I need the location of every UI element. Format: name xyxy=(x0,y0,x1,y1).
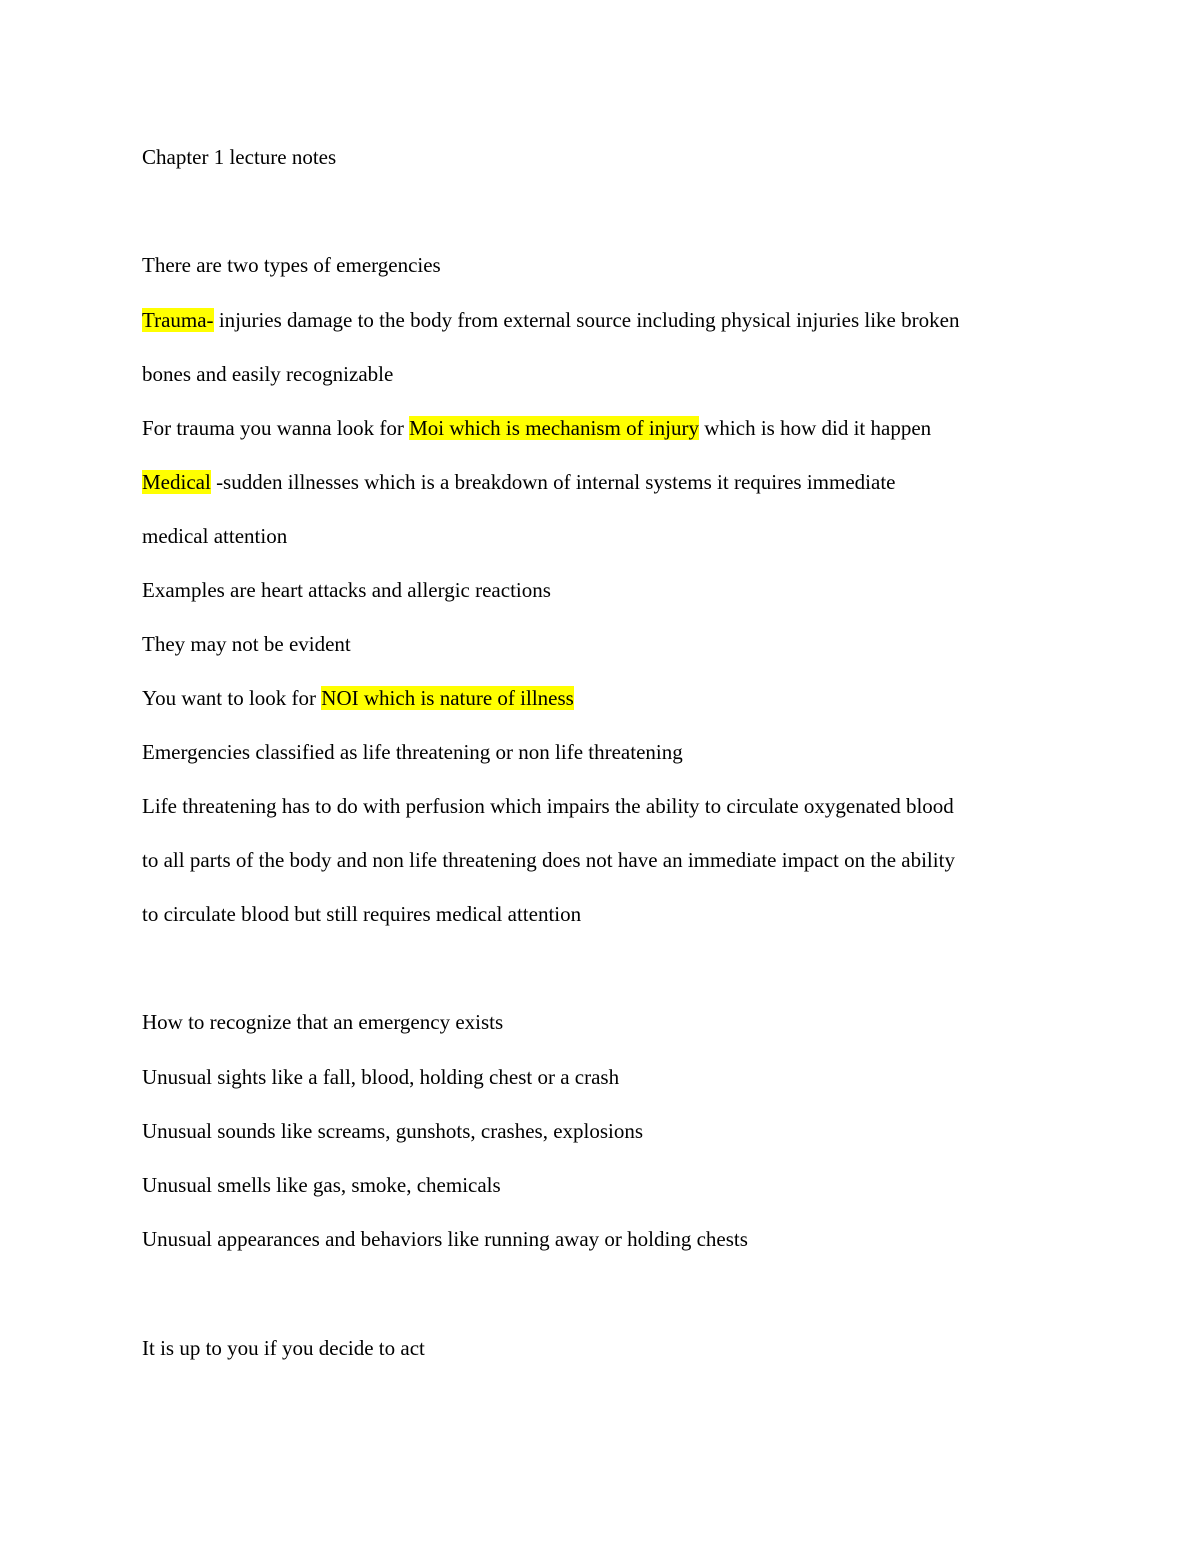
not-evident-line: They may not be evident xyxy=(142,632,351,656)
medical-definition-text: -sudden illnesses which is a breakdown of internal systems it requires immediate xyxy=(210,470,896,494)
trauma-term-highlight: Trauma- xyxy=(142,308,214,332)
noi-prefix: You want to look for xyxy=(142,686,322,710)
unusual-appearances-line: Unusual appearances and behaviors like running away or holding chests xyxy=(142,1227,748,1251)
life-threatening-line-2: to all parts of the body and non life threatening does not have an immediate impact on the ability xyxy=(142,848,955,872)
intro-line: There are two types of emergencies xyxy=(142,253,441,277)
trauma-line-1 xyxy=(142,306,959,334)
noi-highlight: NOI which is nature of illness xyxy=(321,686,574,710)
decide-line: It is up to you if you decide to act xyxy=(142,1336,425,1360)
trauma-moi-line xyxy=(142,414,931,442)
noi-line xyxy=(142,684,574,712)
page-title: Chapter 1 lecture notes xyxy=(142,145,337,169)
examples-line: Examples are heart attacks and allergic reactions xyxy=(142,578,551,602)
medical-term-highlight: Medical xyxy=(142,470,211,494)
moi-suffix: which is how did it happen xyxy=(699,416,932,440)
trauma-definition-text: injuries damage to the body from external source including physical injuries like broken xyxy=(213,308,960,332)
trauma-line-2: bones and easily recognizable xyxy=(142,362,394,386)
moi-highlight: Moi which is mechanism of injury xyxy=(409,416,699,440)
medical-line-1 xyxy=(142,468,896,496)
life-threatening-line-3: to circulate blood but still requires medical attention xyxy=(142,902,582,926)
classification-line: Emergencies classified as life threatening or non life threatening xyxy=(142,740,683,764)
unusual-sounds-line: Unusual sounds like screams, gunshots, crashes, explosions xyxy=(142,1119,644,1143)
unusual-smells-line: Unusual smells like gas, smoke, chemicals xyxy=(142,1173,501,1197)
unusual-sights-line: Unusual sights like a fall, blood, holding chest or a crash xyxy=(142,1065,620,1089)
life-threatening-line-1: Life threatening has to do with perfusion which impairs the ability to circulate oxygenated blood xyxy=(142,794,954,818)
medical-line-2: medical attention xyxy=(142,524,288,548)
moi-prefix: For trauma you wanna look for xyxy=(142,416,410,440)
recognize-heading: How to recognize that an emergency exists xyxy=(142,1010,504,1034)
